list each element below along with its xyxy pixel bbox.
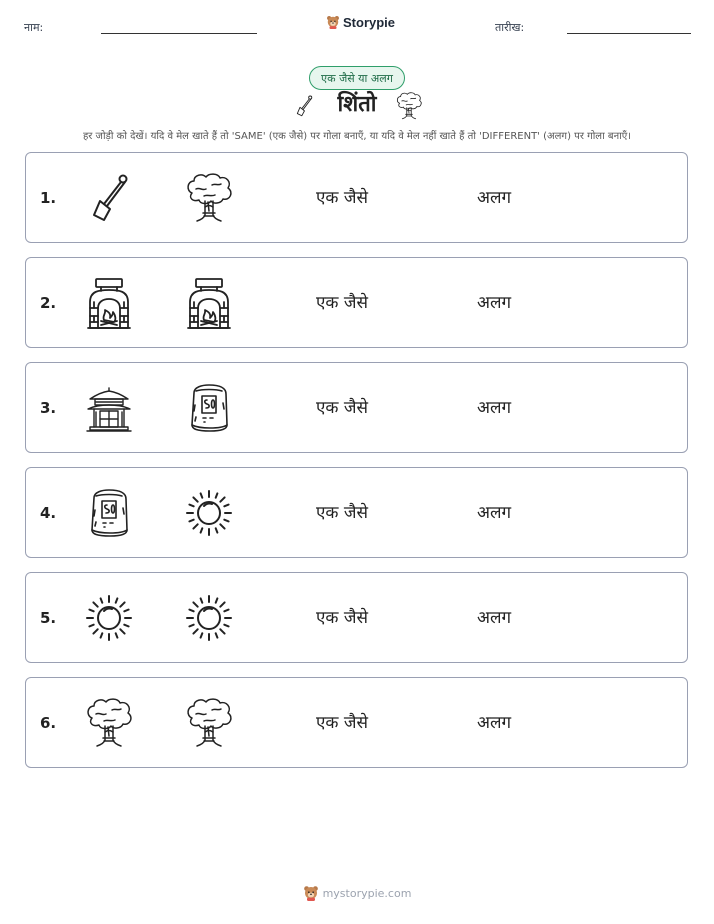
sun-icon (82, 591, 136, 645)
same-option[interactable]: एक जैसे (316, 503, 368, 523)
bear-icon (326, 14, 340, 30)
shovel-icon (82, 171, 136, 225)
question-row (25, 362, 688, 453)
page-title: शिंतो (337, 92, 377, 117)
fireplace-icon (82, 276, 136, 330)
stone-monument-icon (182, 381, 236, 435)
sacred-tree-icon (394, 90, 424, 122)
question-number: 1. (40, 189, 57, 207)
activity-badge: एक जैसे या अलग (309, 66, 405, 90)
worksheet-header (0, 14, 714, 44)
question-number: 2. (40, 294, 57, 312)
question-row (25, 467, 688, 558)
instructions: हर जोड़ी को देखें। यदि वे मेल खाते हैं तो 'SAME' (एक जैसे) पर गोला बनाएँ, या यदि वे मेल नहीं खाते हैं तो 'DIFFERENT' (अलग) पर गोला बनाएँ। (82, 131, 632, 142)
question-number: 4. (40, 504, 57, 522)
title-area (0, 88, 714, 124)
question-row (25, 677, 688, 768)
same-option[interactable]: एक जैसे (316, 293, 368, 313)
name-label: नाम: (24, 21, 44, 34)
same-option[interactable]: एक जैसे (316, 713, 368, 733)
question-number: 6. (40, 714, 57, 732)
sacred-tree-icon (82, 696, 136, 750)
question-row (25, 152, 688, 243)
different-option[interactable]: अलग (477, 503, 512, 523)
brand-name: Storypie (343, 14, 396, 30)
different-option[interactable]: अलग (477, 608, 512, 628)
date-line[interactable] (567, 33, 691, 34)
bear-icon (303, 884, 319, 902)
same-option[interactable]: एक जैसे (316, 608, 368, 628)
different-option[interactable]: अलग (477, 293, 512, 313)
different-option[interactable]: अलग (477, 713, 512, 733)
same-option[interactable]: एक जैसे (316, 398, 368, 418)
footer (0, 884, 714, 902)
question-number: 5. (40, 609, 57, 627)
brand-logo (326, 14, 395, 30)
sacred-tree-icon (182, 696, 236, 750)
stone-monument-icon (82, 486, 136, 540)
question-number: 3. (40, 399, 57, 417)
sacred-tree-icon (182, 171, 236, 225)
name-line[interactable] (101, 33, 257, 34)
footer-site[interactable]: mystorypie.com (322, 886, 412, 900)
question-row (25, 257, 688, 348)
different-option[interactable]: अलग (477, 188, 512, 208)
sun-icon (182, 486, 236, 540)
different-option[interactable]: अलग (477, 398, 512, 418)
same-option[interactable]: एक जैसे (316, 188, 368, 208)
question-row (25, 572, 688, 663)
fireplace-icon (182, 276, 236, 330)
sun-icon (182, 591, 236, 645)
date-label: तारीख: (495, 21, 525, 34)
shrine-icon (82, 381, 136, 435)
